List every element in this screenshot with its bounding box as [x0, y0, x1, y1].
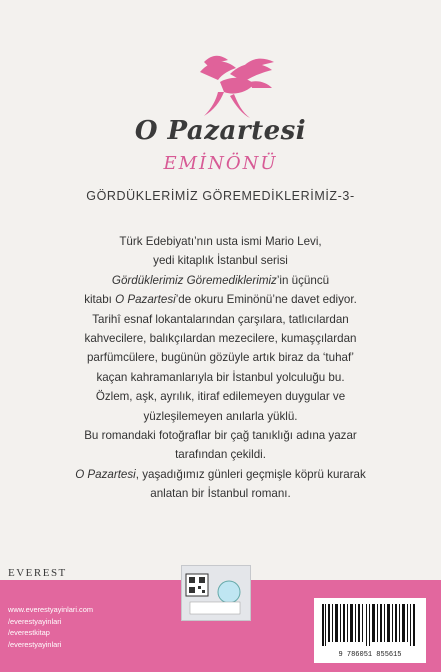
qr-code-icon [182, 566, 250, 620]
blurb-text [28, 232, 413, 504]
blurb-line [28, 465, 413, 484]
blurb-line: parfümcülere, bugünün gözüyle artık biraz da ‘tuhaf’ [86, 351, 355, 365]
blurb-line: kahvecilere, balıkçılardan mezecilere, kumaşçılardan [84, 332, 357, 346]
instagram-link[interactable]: /everestyayinlari [8, 639, 62, 649]
book-title-italic: O Pazartesi [115, 293, 176, 307]
facebook-link[interactable]: /everestyayinlari [8, 616, 62, 626]
blurb-line: anlatan bir İstanbul romanı. [150, 487, 291, 501]
book-title: O Pazartesi [134, 116, 307, 146]
twitter-link[interactable]: /everestkitap [8, 628, 50, 638]
book-subtitle: EMİNÖNÜ [163, 153, 278, 174]
blurb-line: Tarihî esnaf lokantalarından çarşılara, tatlıcılardan [92, 312, 349, 326]
social-links [8, 604, 93, 650]
blurb-line: Bu romandaki fotoğraflar bir çağ tanıklığı adına yazar [84, 429, 357, 443]
blurb-fragment: ’de okuru Eminönü’ne davet ediyor. [175, 293, 357, 307]
blurb-fragment: kitabı [84, 293, 116, 307]
blurb-fragment: , yaşadığımız günleri geçmişle köprü kurarak [135, 467, 366, 481]
website-link[interactable]: www.everestyayinlari.com [8, 605, 94, 614]
isbn-number: 9 786051 855615 [338, 651, 402, 659]
blurb-line [28, 290, 413, 309]
blurb-line: yedi kitaplık İstanbul serisi [153, 254, 288, 268]
series-title-italic: Gördüklerimiz Göremediklerimiz [111, 273, 277, 287]
blurb-line [28, 271, 413, 290]
blurb-line: kaçan kahramanlarıyla bir İstanbul yolculuğu bu. [96, 370, 345, 384]
publisher-logo: EVEREST [8, 567, 67, 579]
blurb-line: Özlem, aşk, ayrılık, itiraf edilemeyen duygular ve [95, 390, 346, 404]
book-title-italic: O Pazartesi [75, 467, 136, 481]
blurb-line: yüzleşilemeyen anılarla yüklü. [143, 409, 298, 423]
series-name: GÖRDÜKLERİMİZ GÖREMEDİKLERİMİZ-3- [86, 189, 355, 203]
blurb-fragment: ’in üçüncü [276, 273, 330, 287]
price-sticker [181, 565, 251, 621]
blurb-line: tarafından çekildi. [175, 448, 266, 462]
blurb-line: Türk Edebiyatı’nın usta ismi Mario Levi, [119, 235, 322, 248]
pink-bird-logo [190, 52, 282, 122]
